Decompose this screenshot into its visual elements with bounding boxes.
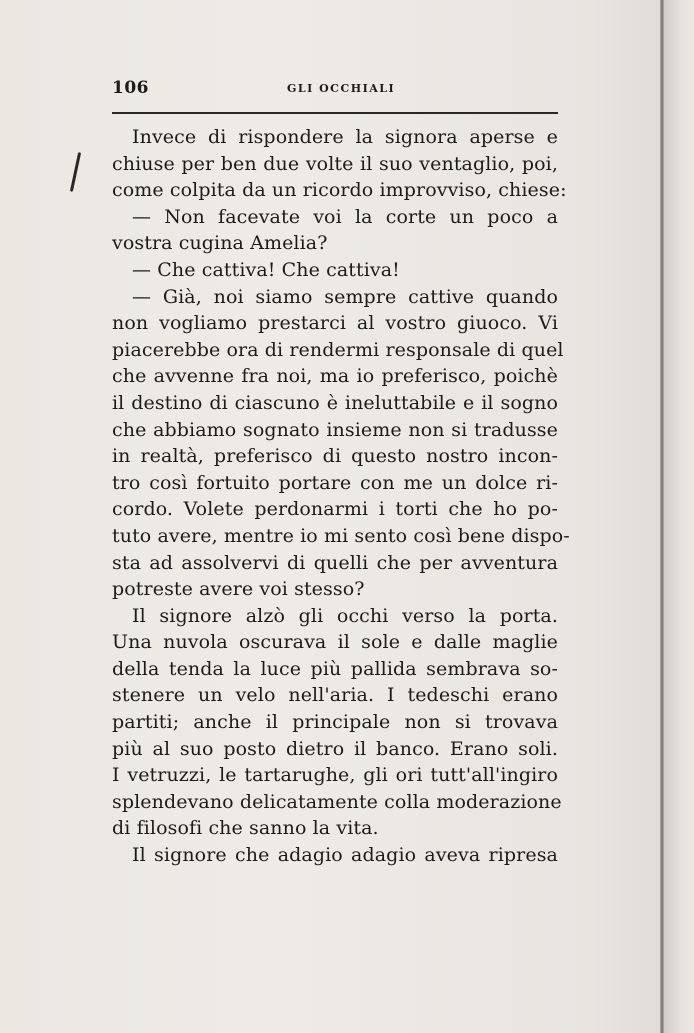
- text-line: sta ad assolvervi di quelli che per avventura: [112, 551, 558, 574]
- page-header: [112, 78, 558, 102]
- text-line: vostra cugina Amelia?: [112, 232, 328, 255]
- text-line: che abbiamo sognato insieme non si tradusse: [112, 418, 558, 441]
- text-line: splendevano delicatamente colla moderazione: [112, 790, 562, 813]
- body-text: [112, 124, 570, 869]
- text-line: I vetruzzi, le tartarughe, gli ori tutt'all'ingiro: [112, 764, 558, 787]
- gutter-shadow: [664, 0, 694, 1033]
- text-line: potreste avere voi stesso?: [112, 578, 365, 601]
- text-line: che avvenne fra noi, ma io preferisco, poichè: [112, 365, 558, 388]
- text-line: come colpita da un ricordo improvviso, chiese:: [112, 179, 567, 202]
- text-line: Invece di rispondere la signora aperse e: [132, 126, 558, 148]
- margin-pencil-mark: [70, 152, 81, 192]
- text-line: cordo. Volete perdonarmi i torti che ho po-: [112, 498, 558, 521]
- page-number: 106: [112, 78, 149, 98]
- text-line: — Già, noi siamo sempre cattive quando: [132, 285, 558, 308]
- text-line: più al suo posto dietro il banco. Erano soli.: [112, 737, 558, 760]
- text-line: di filosofi che sanno la vita.: [112, 817, 379, 840]
- text-line: tro così fortuito portare con me un dolce ri-: [112, 471, 558, 494]
- header-rule: [112, 112, 558, 114]
- text-line: Il signore che adagio adagio aveva ripresa: [132, 844, 558, 867]
- text-line: piacerebbe ora di rendermi responsale di quel: [112, 338, 564, 361]
- text-line: — Non facevate voi la corte un poco a: [132, 205, 558, 228]
- running-title: GLI OCCHIALI: [287, 82, 396, 95]
- text-line: partiti; anche il principale non si trovava: [112, 711, 558, 734]
- text-line: tuto avere, mentre io mi sento così bene dispo-: [112, 524, 570, 547]
- text-line: della tenda la luce più pallida sembrava so-: [112, 657, 558, 680]
- text-line: in realtà, preferisco di questo nostro incon-: [112, 445, 558, 468]
- text-line: il destino di ciascuno è ineluttabile e il sogno: [112, 391, 558, 414]
- text-line: Una nuvola oscurava il sole e dalle maglie: [112, 631, 558, 654]
- text-line: stenere un velo nell'aria. I tedeschi erano: [112, 684, 558, 707]
- text-line: chiuse per ben due volte il suo ventaglio, poi,: [112, 152, 558, 175]
- text-line: non vogliamo prestarci al vostro giuoco. Vi: [112, 312, 558, 335]
- text-line: Il signore alzò gli occhi verso la porta.: [132, 604, 558, 627]
- text-line: — Che cattiva! Che cattiva!: [132, 258, 400, 281]
